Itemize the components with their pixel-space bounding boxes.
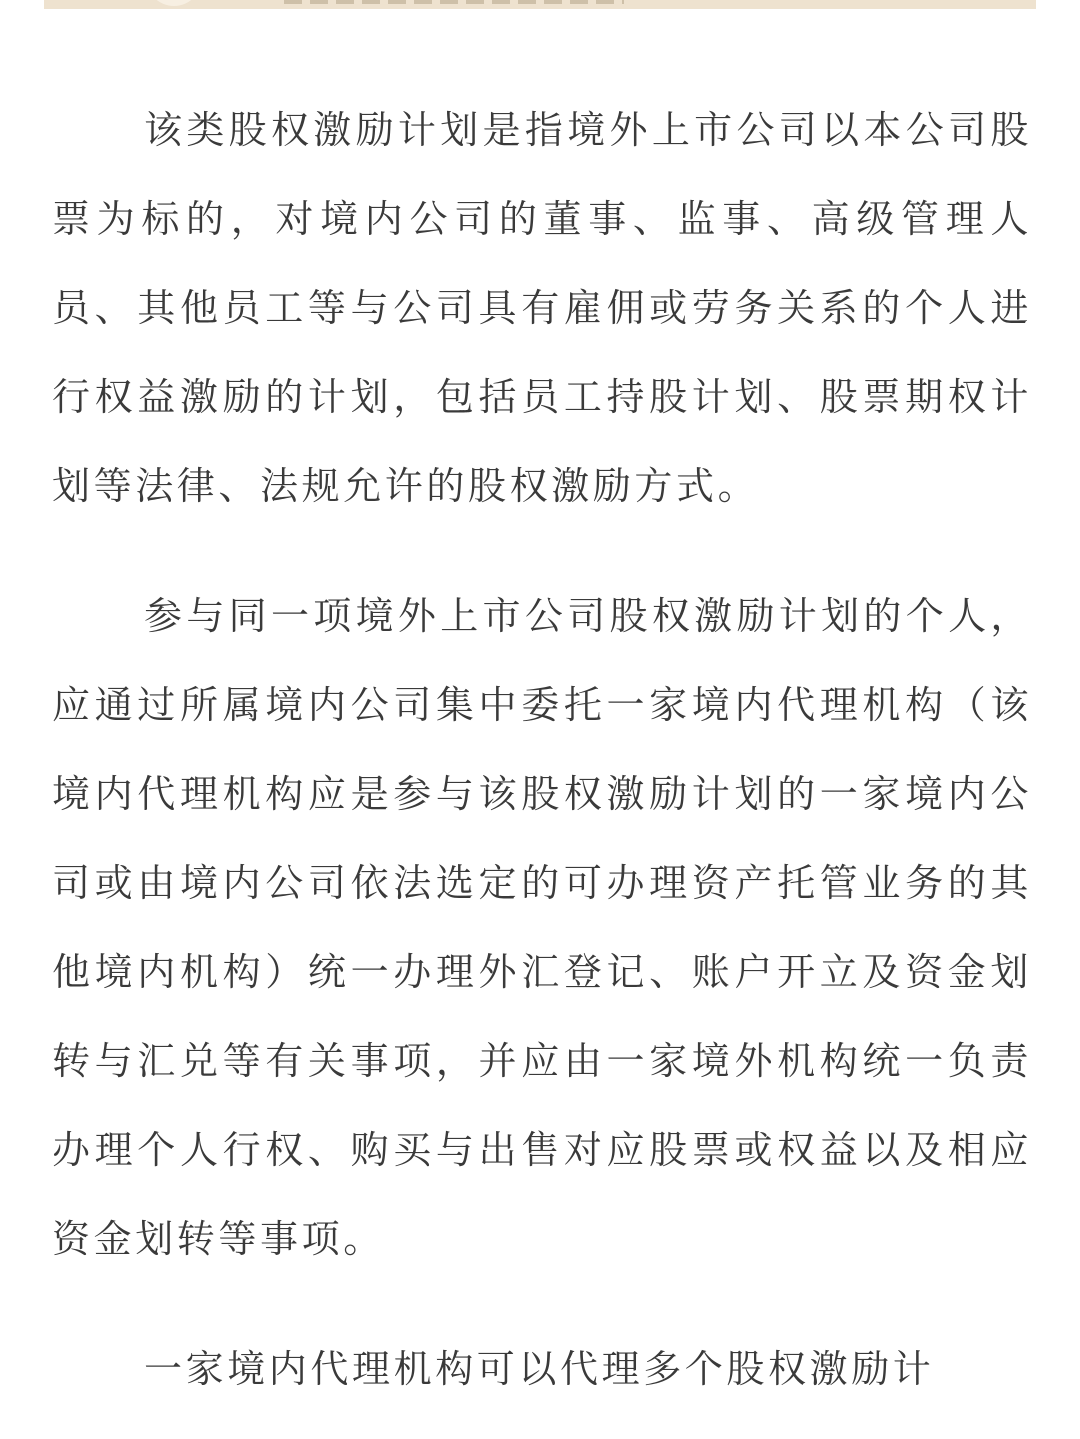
paragraph-agency-registration: 参与同一项境外上市公司股权激励计划的个人，应通过所属境内公司集中委托一家境内代理机构（该境内代理机构应是参与该股权激励计划的一家境内公司或由境内公司依法选定的可办理资产托管业务的其他境内机构）统一办理外汇登记、账户开立及资金划转与汇兑等有关事项，并应由一家境外机构统一负责办理个人行权、购买与出售对应股票或权益以及相应资金划转等事项。 [52,594,1032,1261]
banner-decoration [144,0,204,6]
article-body [52,86,1032,1414]
article-header-banner [44,0,1036,9]
paragraph-incentive-plan-definition: 该类股权激励计划是指境外上市公司以本公司股票为标的，对境内公司的董事、监事、高级管理人员、其他员工等与公司具有雇佣或劳务关系的个人进行权益激励的计划，包括员工持股计划、股票期权计划等法律、法规允许的股权激励方式。 [52,108,1032,508]
banner-title-cropped [284,0,624,4]
paragraph-agency-multiple-plans: 一家境内代理机构可以代理多个股权激励计 [144,1347,935,1391]
